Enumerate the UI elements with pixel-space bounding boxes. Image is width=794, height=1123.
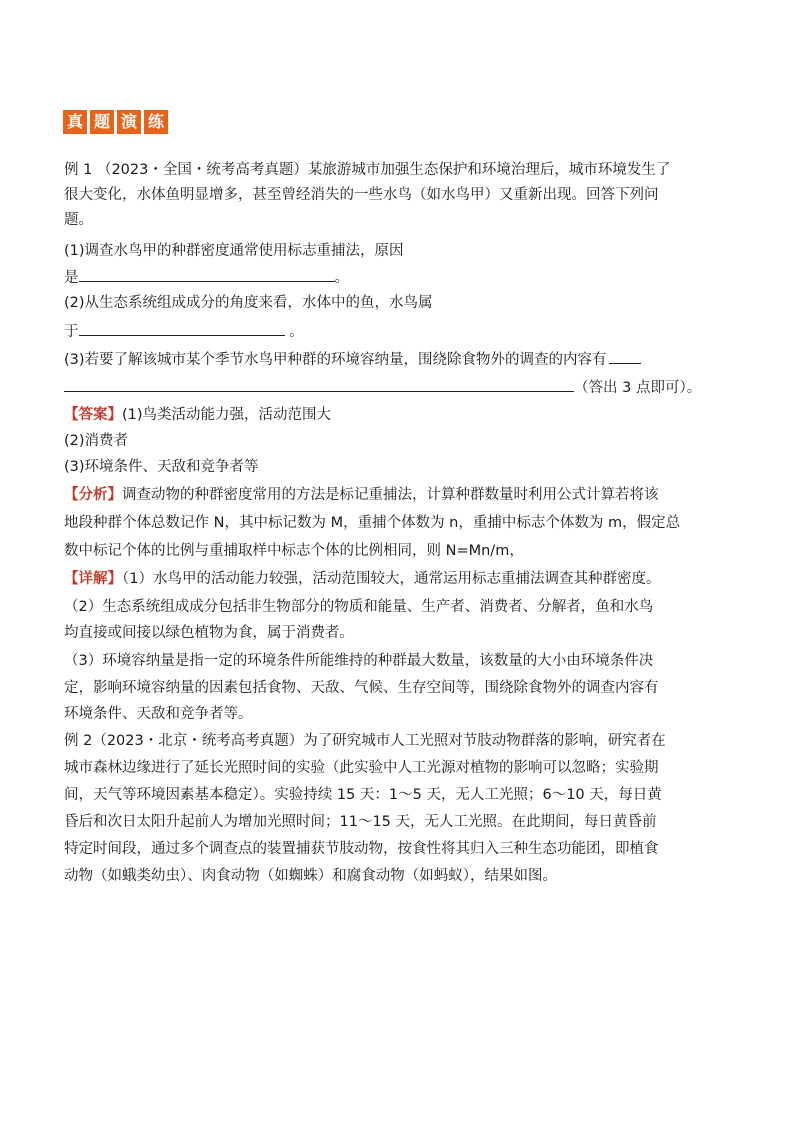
detail-text: 均直接或间接以绿色植物为食，属于消费者。 — [64, 625, 354, 641]
detail-text: （1）水鸟甲的活动能力较强，活动范围较大，通常运用标志重捕法调查其种群密度。 — [122, 571, 661, 587]
detail-line — [64, 569, 660, 589]
detail-text: （2）生态系统组成成分包括非生物部分的物质和能量、生产者、消费者、分解者，鱼和水鸟 — [64, 599, 654, 615]
detail-text: 定，影响环境容纳量的因素包括食物、天敌、气候、生存空间等，围绕除食物外的调查内容有 — [64, 680, 659, 696]
analysis-text: 数中标记个体的比例与重捕取样中标志个体的比例相同，则 N=Mn/m， — [64, 543, 524, 559]
q2-stem: 动物（如蛾类幼虫）、肉食动物（如蜘蛛）和腐食动物（如蚂蚁），结果如图。 — [64, 868, 557, 884]
q1-part3 — [64, 349, 641, 370]
suffix: 。 — [284, 324, 304, 340]
answer-text: (1)鸟类活动能力强，活动范围大 — [122, 407, 332, 423]
answer-text: (2)消费者 — [64, 433, 129, 449]
analysis-line — [64, 485, 659, 505]
analysis-tag: 【分析】 — [64, 487, 122, 503]
section-badge — [63, 110, 168, 134]
answer-tag: 【答案】 — [64, 407, 122, 423]
q2-stem: 例 2（2023・北京・统考高考真题）为了研究城市人工光照对节肢动物群落的影响，研究者在 — [64, 733, 666, 749]
answer-text: (3)环境条件、天敌和竞争者等 — [64, 459, 259, 475]
answer-blank[interactable] — [64, 377, 574, 392]
q1-stem: 题。 — [64, 212, 93, 228]
badge-char: 练 — [144, 110, 168, 134]
q2-stem: 间，天气等环境因素基本稳定）。实验持续 15 天：1～5 天，无人工光照；6～10 天，每日黄 — [64, 787, 662, 803]
q2-stem: 特定时间段，通过多个调查点的装置捕获节肢动物，按食性将其归入三种生态功能团，即植食 — [64, 841, 659, 857]
q1-stem: 很大变化，水体鱼明显增多，甚至曾经消失的一些水鸟（如水鸟甲）又重新出现。回答下列问 — [64, 187, 659, 203]
suffix: （答出 3 点即可）。 — [574, 380, 702, 396]
badge-char: 演 — [117, 110, 141, 134]
prefix: 是 — [64, 270, 79, 286]
answer-line — [64, 405, 331, 425]
detail-text: （3）环境容纳量是指一定的环境条件所能维持的种群最大数量，该数量的大小由环境条件决 — [64, 653, 654, 669]
suffix: 。 — [334, 270, 349, 286]
badge-char: 题 — [90, 110, 114, 134]
q2-stem: 昏后和次日太阳升起前人为增加光照时间；11～15 天，无人工光照。在此期间，每日黄昏前 — [64, 814, 657, 830]
detail-tag: 【详解】 — [64, 571, 122, 587]
q1-stem: 例 1 （2023・全国・统考高考真题）某旅游城市加强生态保护和环境治理后，城市环境发生了 — [64, 162, 671, 178]
q1-part2-blank-line — [64, 321, 304, 342]
badge-char: 真 — [63, 110, 87, 134]
q1-part3-blank-line — [64, 377, 701, 398]
q1-part3-text: (3)若要了解该城市某个季节水鸟甲种群的环境容纳量，围绕除食物外的调查的内容有 — [64, 352, 607, 368]
analysis-text: 地段种群个体总数记作 N，其中标记数为 M，重捕个体数为 n，重捕中标志个体数为 m，假定总 — [64, 515, 681, 531]
analysis-text: 调查动物的种群密度常用的方法是标记重捕法，计算种群数量时利用公式计算若将该 — [122, 487, 659, 503]
q2-stem: 城市森林边缘进行了延长光照时间的实验（此实验中人工光源对植物的影响可以忽略；实验期 — [64, 760, 659, 776]
detail-text: 环境条件、天敌和竞争者等。 — [64, 706, 253, 722]
answer-blank[interactable] — [609, 349, 641, 364]
prefix: 于 — [64, 324, 79, 340]
q1-part1-blank-line — [64, 267, 349, 288]
q1-part2: (2)从生态系统组成成分的角度来看，水体中的鱼，水鸟属 — [64, 295, 433, 311]
answer-blank[interactable] — [79, 321, 285, 336]
q1-part1: (1)调查水鸟甲的种群密度通常使用标志重捕法，原因 — [64, 243, 404, 259]
answer-blank[interactable] — [79, 267, 335, 282]
